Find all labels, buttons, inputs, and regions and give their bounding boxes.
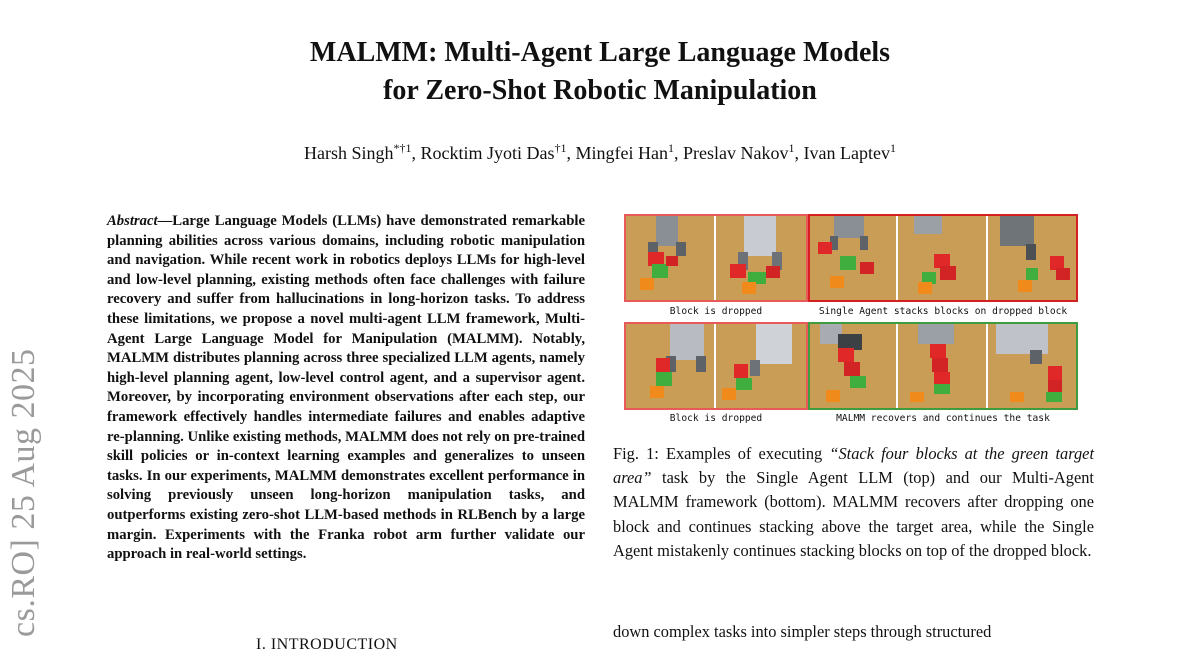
scene-image bbox=[810, 324, 1076, 408]
paper-title bbox=[0, 34, 1200, 110]
figure-label-bottom-right: MALMM recovers and continues the task bbox=[836, 413, 1050, 424]
figure-panel-bottom-left bbox=[624, 322, 808, 410]
figure-1 bbox=[624, 214, 1078, 428]
figure-panel-top-right bbox=[808, 214, 1078, 302]
author: Rocktim Jyoti Das$^{\dagger 1}$ bbox=[420, 141, 567, 163]
figure-label-top-right: Single Agent stacks blocks on dropped block bbox=[818, 306, 1068, 317]
author-list: Harsh Singh$^{*\dagger 1}$, Rocktim Jyoti Das$^{\dagger 1}$, Mingfei Han$^1$, Preslav Nakov$^1$, Ivan Laptev$^1$ bbox=[304, 141, 896, 163]
abstract-dash: — bbox=[157, 213, 173, 229]
scene-image bbox=[810, 216, 1076, 300]
author: Ivan Laptev$^1$ bbox=[803, 141, 896, 163]
caption-prefix: Fig. 1: Examples of executing bbox=[613, 444, 830, 463]
figure-label-bottom-left: Block is dropped bbox=[669, 413, 763, 424]
section-heading: I. INTRODUCTION bbox=[256, 636, 398, 653]
abstract-lead: Abstract bbox=[107, 213, 158, 229]
arxiv-stamp-text: cs.RO] 25 Aug 2025 bbox=[5, 348, 42, 637]
introduction-paragraph: down complex tasks into simpler steps through structured bbox=[613, 622, 992, 641]
author: Preslav Nakov$^1$ bbox=[683, 141, 795, 163]
figure-label-top-left: Block is dropped bbox=[669, 306, 763, 317]
abstract-body: Large Language Models (LLMs) have demonstrated remarkable planning abilities across various domains, including robotic manipulation and navigation. While recent work in robotics deploys LLMs for high-level and low-level planning, existing methods often face challenges with failure recovery and suffer from hallucinations in long-horizon tasks. To address these limitations, we propose a novel multi-agent LLM framework, Multi-Agent Large Language Model for Manipulation (MALMM). Notably, MALMM distributes planning across three specialized LLM agents, namely high-level planning agent, low-level control agent, and a supervisor agent. Moreover, by incorporating environment observations after each step, our framework effectively handles intermediate failures and enables adaptive re-planning. Unlike existing methods, MALMM does not rely on pre-trained skill policies or in-context learning examples and generalizes to unseen tasks. In our experiments, MALMM demonstrates excellent performance in solving previously unseen long-horizon manipulation tasks, and outperforms existing zero-shot LLM-based methods in RLBench by a large margin. Experiments with the Franka robot arm further validate our approach in real-world settings. bbox=[107, 213, 585, 563]
caption-task-quote: “Stack four blocks at the green target area” bbox=[613, 444, 1094, 488]
paper-title-line-1: MALMM: Multi-Agent Large Language Models bbox=[309, 37, 891, 68]
figure-panel-bottom-right bbox=[808, 322, 1078, 410]
author: Harsh Singh$^{*\dagger 1}$ bbox=[304, 141, 412, 163]
abstract bbox=[107, 212, 585, 565]
author: Mingfei Han$^1$ bbox=[575, 141, 675, 163]
figure-panel-top-left bbox=[624, 214, 808, 302]
caption-body: task by the Single Agent LLM (top) and our Multi-Agent MALMM framework (bottom). MALMM recovers after dropping one block and continues stacking above the target area, while the Single Agent mistakenly continues stacking blocks on top of the dropped block. bbox=[613, 468, 1094, 560]
scene-image bbox=[626, 324, 806, 408]
scene-image bbox=[626, 216, 806, 300]
arxiv-identifier-stamp bbox=[0, 320, 52, 640]
paper-title-line-2: for Zero-Shot Robotic Manipulation bbox=[383, 75, 817, 106]
figure-caption bbox=[613, 442, 1094, 563]
